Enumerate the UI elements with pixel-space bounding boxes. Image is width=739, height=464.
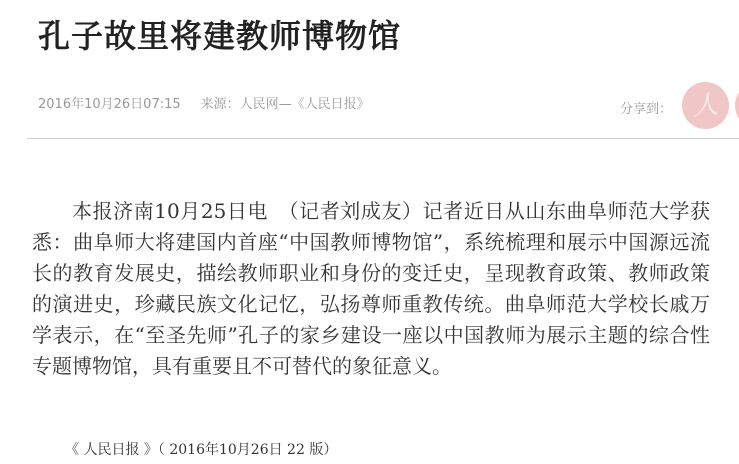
publish-datetime: 2016年10月26日07:15 (38, 97, 181, 112)
people-glyph-icon: 人 (690, 89, 720, 122)
divider (27, 138, 739, 139)
article-meta-row (38, 93, 370, 112)
article-footnote: 《 人民日报 》（ 2016年10月26日 22 版） (65, 442, 338, 458)
share-icon-partial[interactable] (735, 82, 739, 129)
article-title: 孔子故里将建教师博物馆 (38, 17, 402, 55)
people-daily-share-icon[interactable] (682, 82, 729, 129)
article-body: 本报济南10月25日电 （记者刘成友）记者近日从山东曲阜师范大学获悉：曲阜师大将建国内首座“中国教师博物馆”，系统梳理和展示中国源远流长的教育发展史，描绘教师职业和身份的变迁史，呈现教育政策、教师政策的演进史，珍藏民族文化记忆，弘扬尊师重教传统。曲阜师范大学校长戚万学表示，在“至圣先师”孔子的家乡建设一座以中国教师为展示主题的综合性专题博物馆，具有重要且不可替代的象征意义。 (32, 199, 710, 378)
source-name: 人民网—《人民日报》 (239, 97, 370, 112)
share-to-label: 分享到： (620, 102, 673, 117)
source-label: 来源： (200, 97, 240, 112)
